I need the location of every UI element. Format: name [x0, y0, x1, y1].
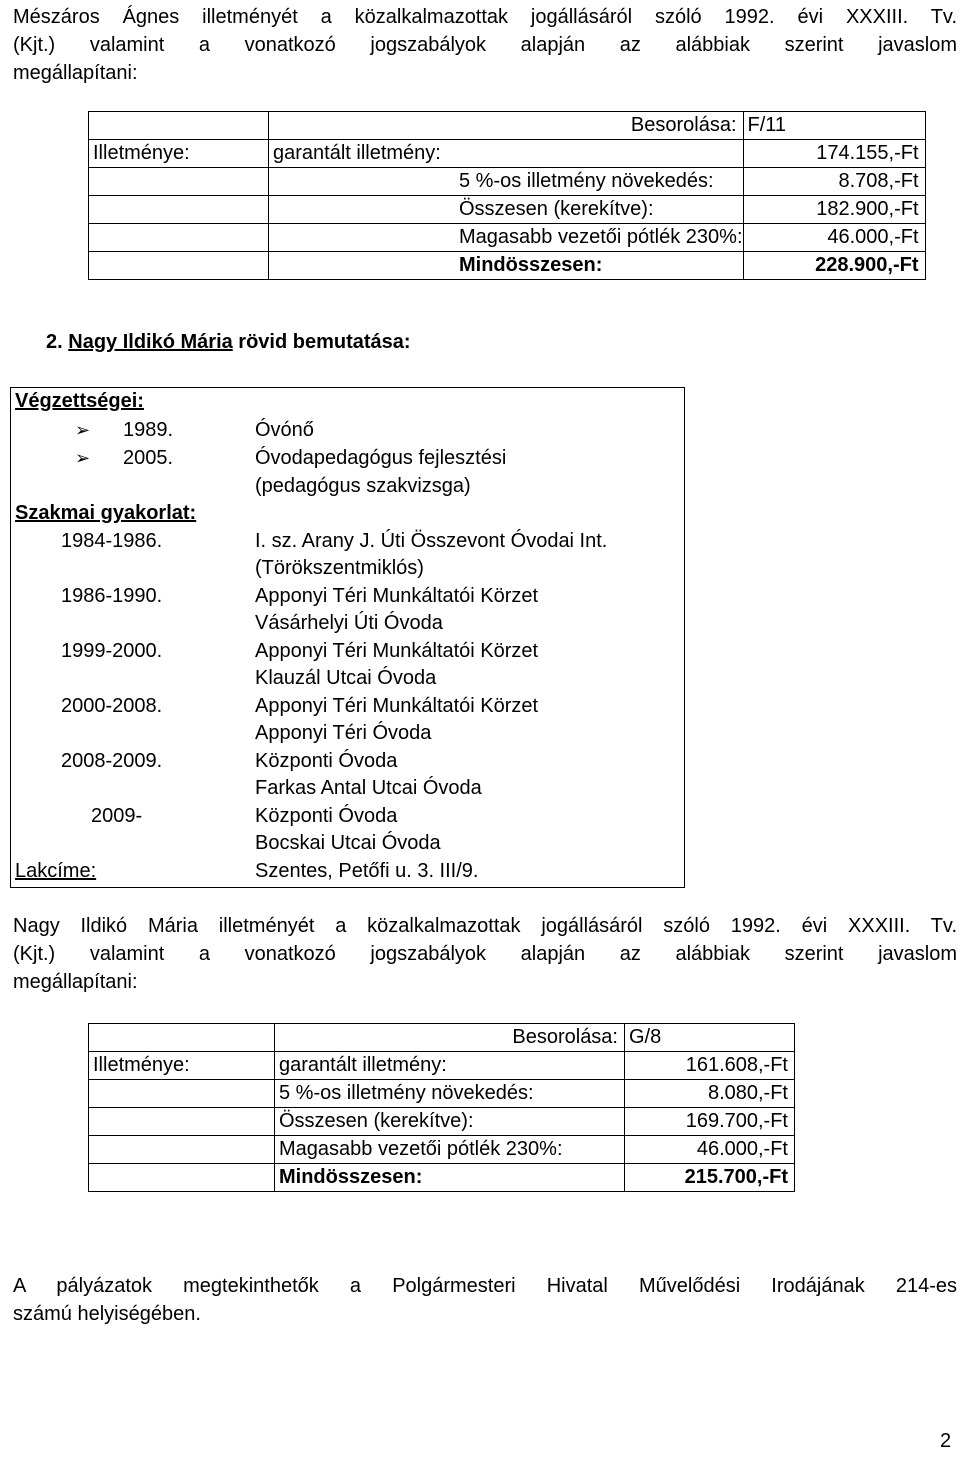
experience-employer: Apponyi Téri Munkáltatói Körzet: [255, 585, 539, 607]
intro-line: Mészáros Ágnes illetményét a közalkalmazottak jogállásáról szóló 1992. évi XXXIII. Tv.: [13, 6, 957, 28]
experience-period: 1984-1986.: [61, 530, 163, 552]
lakcime-value: Szentes, Petőfi u. 3. III/9.: [255, 860, 479, 882]
salary-item-value: 8.080,-Ft: [625, 1080, 795, 1108]
table-row: [89, 1052, 795, 1080]
experience-employer: Központi Óvoda: [255, 805, 398, 827]
intro-line: Nagy Ildikó Mária illetményét a közalkalmazottak jogállásáról szóló 1992. évi XXXIII. Tv.: [13, 915, 957, 937]
besorolas-label: Besorolása:: [275, 1024, 625, 1052]
besorolas-label: Besorolása:: [269, 112, 744, 140]
bullet-icon: ➢: [75, 420, 91, 440]
salary-item-value: 161.608,-Ft: [625, 1052, 795, 1080]
table-row: [89, 1024, 795, 1052]
salary-item-value: 46.000,-Ft: [625, 1136, 795, 1164]
intro-paragraph-1: [13, 3, 957, 87]
closing-line: A pályázatok megtekinthetők a Polgármesteri Hivatal Művelődési Irodájának 214-es: [13, 1275, 957, 1297]
education-title: Óvodapedagógus fejlesztési: [255, 447, 507, 469]
experience-employer-line2: Farkas Antal Utcai Óvoda: [255, 777, 482, 799]
illetmenye-label: Illetménye:: [89, 1052, 275, 1080]
experience-period: 2009-: [91, 805, 143, 827]
salary-item-label: garantált illetmény:: [275, 1052, 625, 1080]
salary-item-label: Összesen (kerekítve):: [275, 1108, 625, 1136]
table-row: [89, 196, 926, 224]
education-year: 1989.: [123, 419, 174, 441]
education-year: 2005.: [123, 447, 174, 469]
total-label: Mindösszesen:: [275, 1164, 625, 1192]
salary-item-label: Összesen (kerekítve):: [269, 196, 744, 224]
cv-table: [10, 387, 685, 888]
experience-period: 1999-2000.: [61, 640, 163, 662]
besorolas-value: G/8: [625, 1024, 795, 1052]
experience-employer-line2: Klauzál Utcai Óvoda: [255, 667, 437, 689]
salary-table-2: [88, 1023, 795, 1192]
closing-paragraph: [13, 1272, 957, 1328]
table-row: [89, 168, 926, 196]
table-row: [89, 1108, 795, 1136]
table-row: [89, 252, 926, 280]
salary-item-label: Magasabb vezetői pótlék 230%:: [275, 1136, 625, 1164]
page-number: 2: [940, 1430, 952, 1452]
section-person-name: Nagy Ildikó Mária: [68, 331, 233, 353]
experience-period: 2008-2009.: [61, 750, 163, 772]
salary-item-value: 182.900,-Ft: [743, 196, 925, 224]
experience-employer-line2: Bocskai Utcai Óvoda: [255, 832, 441, 854]
intro-line: megállapítani:: [13, 971, 138, 993]
intro-paragraph-2: [13, 912, 957, 996]
total-value: 215.700,-Ft: [625, 1164, 795, 1192]
salary-item-label: 5 %-os illetmény növekedés:: [275, 1080, 625, 1108]
table-row: [89, 224, 926, 252]
experience-employer: I. sz. Arany J. Úti Összevont Óvodai Int.: [255, 530, 608, 552]
experience-period: 1986-1990.: [61, 585, 163, 607]
salary-item-label: Magasabb vezetői pótlék 230%:: [269, 224, 744, 252]
salary-item-label: garantált illetmény:: [269, 140, 744, 168]
table-row: [89, 1080, 795, 1108]
intro-line: (Kjt.) valamint a vonatkozó jogszabályok alapján az alábbiak szerint javaslom: [13, 943, 957, 965]
salary-table-1: [88, 111, 926, 280]
szakmai-gyakorlat-label: Szakmai gyakorlat:: [15, 502, 197, 524]
experience-period: 2000-2008.: [61, 695, 163, 717]
education-title: Óvónő: [255, 419, 314, 441]
table-row: [89, 1136, 795, 1164]
total-label: Mindösszesen:: [269, 252, 744, 280]
table-row: [89, 112, 926, 140]
salary-item-value: 46.000,-Ft: [743, 224, 925, 252]
salary-item-label: 5 %-os illetmény növekedés:: [269, 168, 744, 196]
closing-line: számú helyiségében.: [13, 1303, 201, 1325]
education-title-line2: (pedagógus szakvizsga): [255, 475, 471, 497]
intro-line: megállapítani:: [13, 62, 138, 84]
section-heading-rest: rövid bemutatása:: [232, 331, 411, 353]
experience-employer: Apponyi Téri Munkáltatói Körzet: [255, 695, 539, 717]
experience-employer-line2: (Törökszentmiklós): [255, 557, 424, 579]
salary-item-value: 174.155,-Ft: [743, 140, 925, 168]
section-number: 2.: [46, 331, 63, 353]
salary-item-value: 169.700,-Ft: [625, 1108, 795, 1136]
experience-employer-line2: Vásárhelyi Úti Óvoda: [255, 612, 443, 634]
experience-employer-line2: Apponyi Téri Óvoda: [255, 722, 432, 744]
vegzettsegei-label: Végzettségei:: [15, 390, 144, 412]
total-value: 228.900,-Ft: [743, 252, 925, 280]
intro-line: (Kjt.) valamint a vonatkozó jogszabályok alapján az alábbiak szerint javaslom: [13, 34, 957, 56]
experience-employer: Központi Óvoda: [255, 750, 398, 772]
illetmenye-label: Illetménye:: [89, 140, 269, 168]
experience-employer: Apponyi Téri Munkáltatói Körzet: [255, 640, 539, 662]
lakcime-label: Lakcíme:: [15, 860, 97, 882]
section-heading: [46, 331, 411, 354]
table-row: [89, 140, 926, 168]
table-row: [89, 1164, 795, 1192]
besorolas-value: F/11: [743, 112, 925, 140]
bullet-icon: ➢: [75, 448, 91, 468]
salary-item-value: 8.708,-Ft: [743, 168, 925, 196]
